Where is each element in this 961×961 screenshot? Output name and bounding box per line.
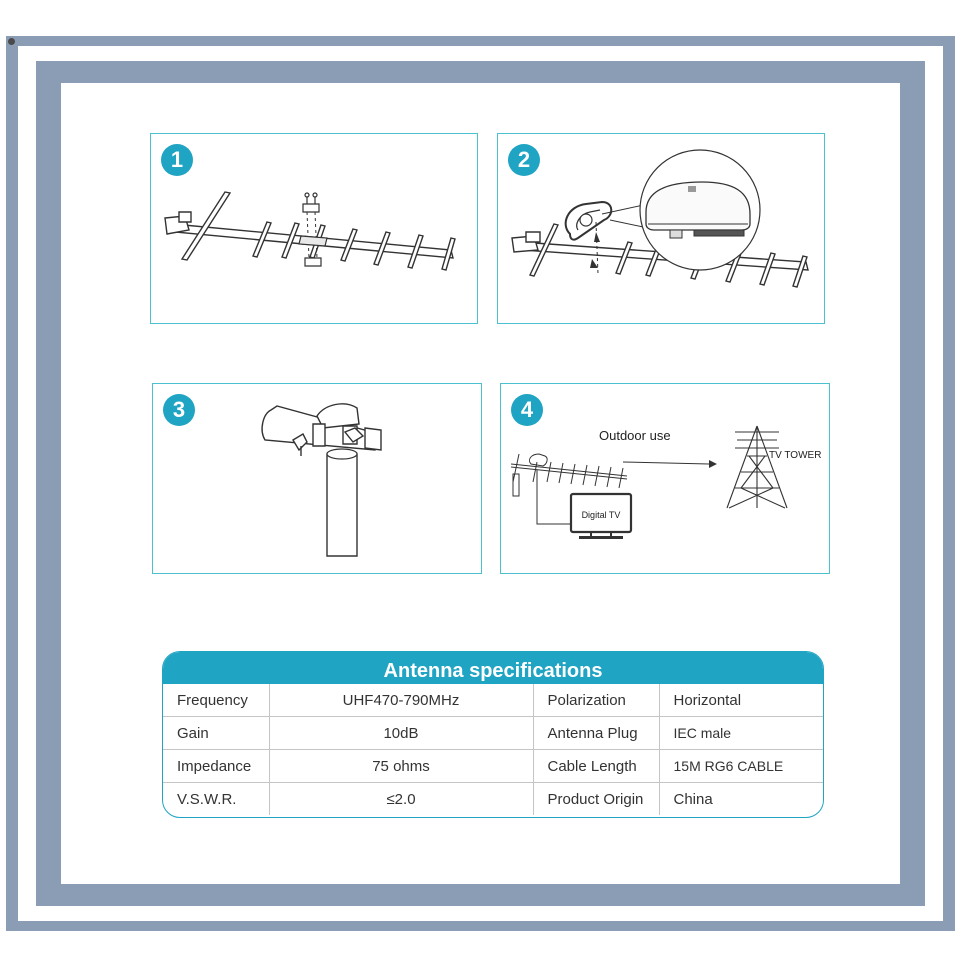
step-3-mounting-illustration — [153, 384, 483, 575]
spec-label: Polarization — [533, 684, 659, 717]
tv-tower-label: TV TOWER — [769, 450, 822, 461]
corner-dot — [8, 38, 15, 45]
spec-label: V.S.W.R. — [163, 783, 269, 816]
step-1-panel — [150, 133, 478, 324]
spec-label: Gain — [163, 717, 269, 750]
spec-value: ≤2.0 — [269, 783, 533, 816]
step-4-setup-illustration — [501, 384, 831, 575]
step-2-badge: 2 — [508, 144, 540, 176]
step-2-panel — [497, 133, 825, 324]
spec-label: Impedance — [163, 750, 269, 783]
step-4-panel — [500, 383, 830, 574]
step-1-badge: 1 — [161, 144, 193, 176]
step-3-badge: 3 — [163, 394, 195, 426]
antenna-spec-table — [162, 651, 824, 818]
spec-label: Cable Length — [533, 750, 659, 783]
spec-title: Antenna specifications — [163, 652, 823, 684]
tv-tower-icon — [727, 426, 787, 508]
table-row — [163, 684, 824, 717]
step-2-antenna-illustration — [498, 134, 826, 325]
spec-value: UHF470-790MHz — [269, 684, 533, 717]
spec-label: Frequency — [163, 684, 269, 717]
table-row — [163, 717, 824, 750]
step-4-badge: 4 — [511, 394, 543, 426]
step-1-antenna-illustration — [151, 134, 479, 325]
step-3-panel — [152, 383, 482, 574]
spec-value: 10dB — [269, 717, 533, 750]
spec-label: Antenna Plug — [533, 717, 659, 750]
outdoor-use-label: Outdoor use — [599, 428, 671, 443]
spec-value: 15M RG6 CABLE — [659, 750, 824, 783]
spec-label: Product Origin — [533, 783, 659, 816]
table-row — [163, 750, 824, 783]
spec-grid — [163, 684, 824, 815]
digital-tv-label: Digital TV — [581, 510, 621, 520]
spec-value: IEC male — [659, 717, 824, 750]
spec-value: China — [659, 783, 824, 816]
spec-value: 75 ohms — [269, 750, 533, 783]
spec-value: Horizontal — [659, 684, 824, 717]
table-row — [163, 783, 824, 816]
